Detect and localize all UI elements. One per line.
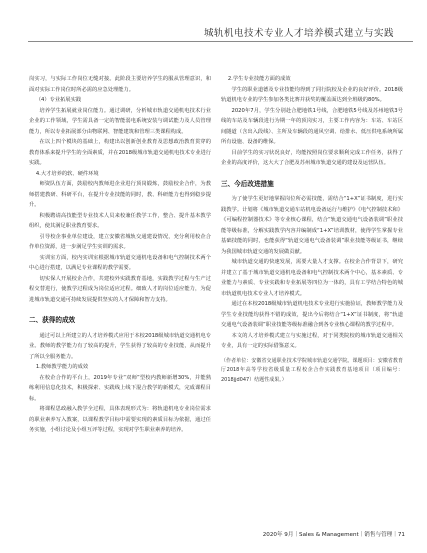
page-footer: 2020年 9月｜Sales & Management｜销售与管理｜71 — [262, 532, 405, 538]
paragraph: 切实保人开展校企合作，共建校外实践教育基地，实践教学过程与生产过程交替进行，使教学过程成为岗位适应过程。细致人才的岗位适应能力，为促进城市轨道交通可持续发展提供坚实的人才保障和智力支持。 — [29, 275, 211, 303]
paragraph: 引导校企事业单位建设，建立安徽省城轨交通建设情况，充分利用校企合作单位资源，进一步满足学生实训的需求。 — [29, 233, 211, 250]
paragraph: 将课程思政融入教学全过程，具体表现形式为：将轨道机电专业岗位需求的职业素养写入教案，以课程教学目标中需要实现的素质目标为依据，通过任务实施，小组讨论及小组互评等过程，实现对学生职业素养的培养。 — [29, 406, 211, 433]
paragraph: 岗实习，与实际工作岗位无缝对接。此阶段主要培养学生的服从管理意识，和面对实际工作岗位时所必需的应急处理能力。 — [29, 76, 211, 93]
left-column — [29, 74, 211, 436]
paragraph: 实训室方面，校内实训室根据城市轨道交通机电设备和电气控制技术两个中心进行搭建，以满足专业课程的教学需要。 — [29, 254, 211, 271]
paragraph: 学生的职业道德及专业技能均得到了同行院校及企业的良好评价。2018级轨道机电专业的学生参加各类比赛并获奖的覆盖面达到全班级的80%。 — [221, 86, 403, 103]
running-title: 城轨机电技术专业人才培养模式建立与实践 — [203, 28, 394, 39]
author-note: （作者单位：安徽省交通职业技术学院城市轨道交通学院。课题项目：安徽省教育厅2018年高等学校省级质量工程校企合作实践教育基地项目（项目编号：2018jjd047）结题性成果。） — [221, 357, 403, 383]
header-rule — [28, 41, 413, 42]
paragraph: 城市轨道交通的快速发展，需要大量人才支撑。在校企合作背景下，研究并建立了基于城市轨道交通机电设备和电气控制技术两个中心，基本素质、专业能力与素质、专业实践和专业拓展等四位为一体的，具有工学结合特色的城市轨道机电技术专业人才培养模式。 — [221, 259, 403, 297]
paragraph: 2020年7月，学生分别赴合肥地铁1号线，合肥地铁5号线及苏州地铁3号线的车站及车辆段进行为期一年的顶岗实习，主要工作内容为：车站、车站区间隧道（含出入段线）、主所及车辆段的通风空调、给排水、低压供电系统所属所有设施、设备的维保。 — [221, 107, 403, 145]
subheading: 4.大才培养的软、硬件环境 — [35, 170, 99, 177]
subheading: （4）专业拓展实践 — [35, 97, 82, 103]
section-heading: 三、今后改进措施 — [221, 179, 274, 188]
paragraph: 积极聘请高技能型专业技术人员来校兼任教学工作，整合、提升基本教学组织，使其满足职业教育要求。 — [29, 212, 211, 229]
paragraph: 为了使学生更好地掌握岗位所必需技能，需结合“1+X”证书制度，进行实践教学。计划将《城市轨道交通车站机电设备运行与维护》《电气控制技术和》《可编程控制器技术》等专业核心课程，结合“轨道交通电气设备装调”职业技能等级标准，分解实践教学内容并编制成“1+X”培训教材，使得学生掌握专业基础技能的同时，也能获得“轨道交通电气设备装调”职业技能等级证书，继续为我国城市轨道交通的发展做贡献。 — [221, 196, 403, 255]
paragraph: 通过可以上所建立的人才培养模式应用于本校2018级城市轨道交通机电专业。教师的教学能力有了较高的提升，学生获得了较高的专业技能，从而提升了所以全服务能力。 — [29, 332, 211, 360]
paragraph: 在以上四个模块的基础上，构建出以创新创业教育及思想政治教育贯穿的教育体系来提升学生的全面素质，并在2018级城市轨道交通机电技术专业进行实践。 — [29, 139, 211, 166]
subheading: 2.学生专业技能方面的成效 — [227, 76, 291, 82]
paragraph: 目前学生的实习状况良好，均能按照岗位要求顺利完成工作任务，获得了企业的高度评价，这大大了合肥及苏州城市轨道交通的建设及运营队伍。 — [221, 149, 403, 166]
right-column — [221, 74, 403, 385]
subheading: 1.教师教学能力的成效 — [35, 364, 89, 370]
paragraph: 本文的人才培养模式建立与实施过程，对于同类院校的城市轨道交通相关专业，具有一定的实际借鉴意义。 — [221, 332, 403, 349]
section-heading: 二、获得的成效 — [29, 316, 76, 324]
paragraph: 培养学生拓展就业岗位能力。通过调研，分析城市轨道交通机电技术行业企业的工作领域，学生需具备一定的智能弱电系统安装与调试能力及人员管理能力，所以专业拓展部分由物联网、智能建筑和管理三类课程构成。 — [29, 107, 211, 135]
paragraph: 师资队伍方面，鼓励校内教师进企业进行顶岗锻炼，鼓励校企合作，为教师搭建教研、科研平台，在提升专业技能的同时，教、科研能力也得到稳步提升。 — [29, 181, 211, 208]
page-header — [0, 0, 427, 46]
paragraph: 在校企合作的平台上，2019年专业“双师”型校内教师新增30%，并能熟练利用信息化技术，积极探索、实践线上线下混合教学的新模式，完成课程目标。 — [29, 374, 211, 402]
paragraph: 通过在本校2018级城市轨道机电技术专业进行实施验证，教师教学能力及学生专业技能均获得不错的成效，提出今后将结合“1+X”证书制度，将“轨道交通电气设备装调”职业技能等级标准融合到各专业核心课程的教学过程中。 — [221, 301, 403, 328]
